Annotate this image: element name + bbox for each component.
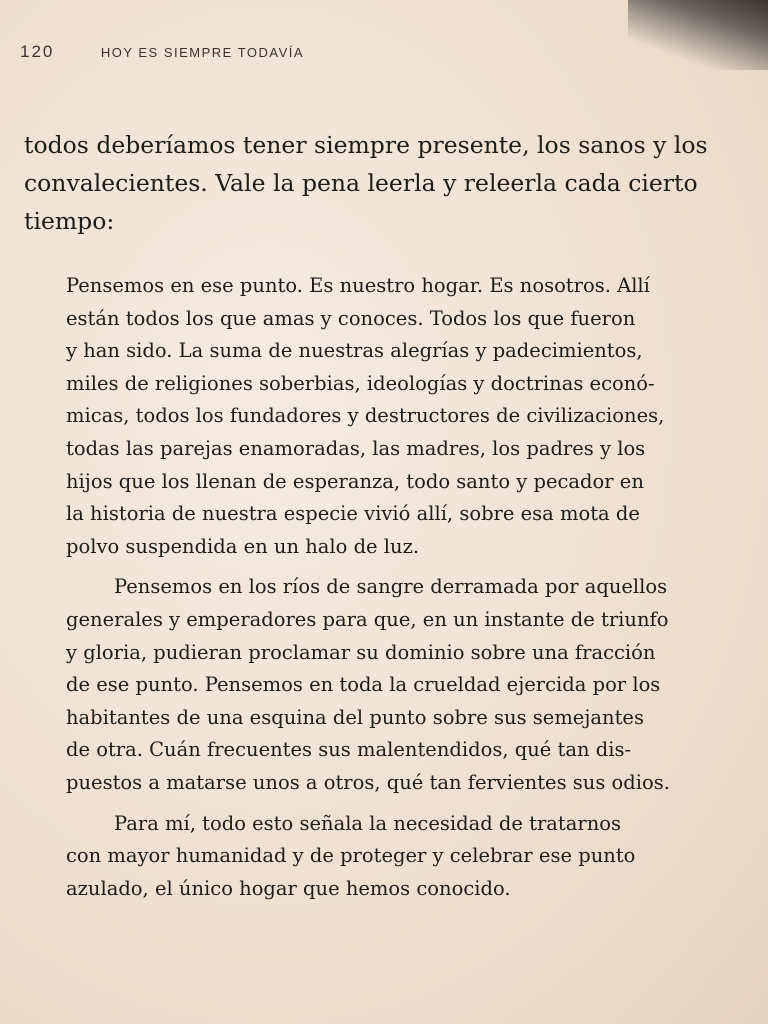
quote-paragraph-1 xyxy=(66,270,716,563)
quote-line: polvo suspendida en un halo de luz. xyxy=(66,534,420,558)
quote-line: con mayor humanidad y de proteger y celebrar ese punto xyxy=(66,844,636,868)
quote-line: están todos los que amas y conoces. Todos los que fueron xyxy=(66,306,636,330)
quote-line: hijos que los llenan de esperanza, todo santo y pecador en xyxy=(66,469,644,493)
page-header xyxy=(20,42,304,62)
quote-paragraph-2 xyxy=(66,571,716,799)
quote-line: la historia de nuestra especie vivió allí, sobre esa mota de xyxy=(66,502,640,526)
quote-line: de ese punto. Pensemos en toda la crueldad ejercida por los xyxy=(66,673,661,697)
intro-paragraph xyxy=(24,126,714,240)
quote-line: azulado, el único hogar que hemos conocido. xyxy=(66,876,511,900)
quote-line: de otra. Cuán frecuentes sus malentendidos, qué tan dis- xyxy=(66,738,632,762)
quote-line: y han sido. La suma de nuestras alegrías y padecimientos, xyxy=(66,339,643,363)
intro-line: tiempo: xyxy=(24,207,115,235)
quote-line: Pensemos en ese punto. Es nuestro hogar. Es nosotros. Allí xyxy=(66,274,650,297)
page-curl-shadow xyxy=(628,0,768,70)
running-title: HOY ES SIEMPRE TODAVÍA xyxy=(100,45,305,60)
block-quote xyxy=(66,270,716,913)
quote-line: micas, todos los fundadores y destructores de civilizaciones, xyxy=(66,404,665,428)
quote-line: y gloria, pudieran proclamar su dominio sobre una fracción xyxy=(66,640,656,664)
quote-line: habitantes de una esquina del punto sobre sus semejantes xyxy=(66,705,644,729)
quote-line: todas las parejas enamoradas, las madres, los padres y los xyxy=(66,436,646,460)
quote-line: miles de religiones soberbias, ideologías y doctrinas econó- xyxy=(66,371,655,395)
quote-line: puestos a matarse unos a otros, qué tan fervientes sus odios. xyxy=(66,770,670,794)
quote-line: Pensemos en los ríos de sangre derramada por aquellos xyxy=(114,575,668,599)
intro-line: convalecientes. Vale la pena leerla y releerla cada cierto xyxy=(24,169,698,197)
intro-line: todos deberíamos tener siempre presente, los sanos y los xyxy=(24,131,708,159)
quote-line: Para mí, todo esto señala la necesidad de tratarnos xyxy=(114,811,621,835)
quote-paragraph-3 xyxy=(66,808,716,906)
quote-line: generales y emperadores para que, en un instante de triunfo xyxy=(66,607,669,631)
page-number: 120 xyxy=(20,42,55,61)
